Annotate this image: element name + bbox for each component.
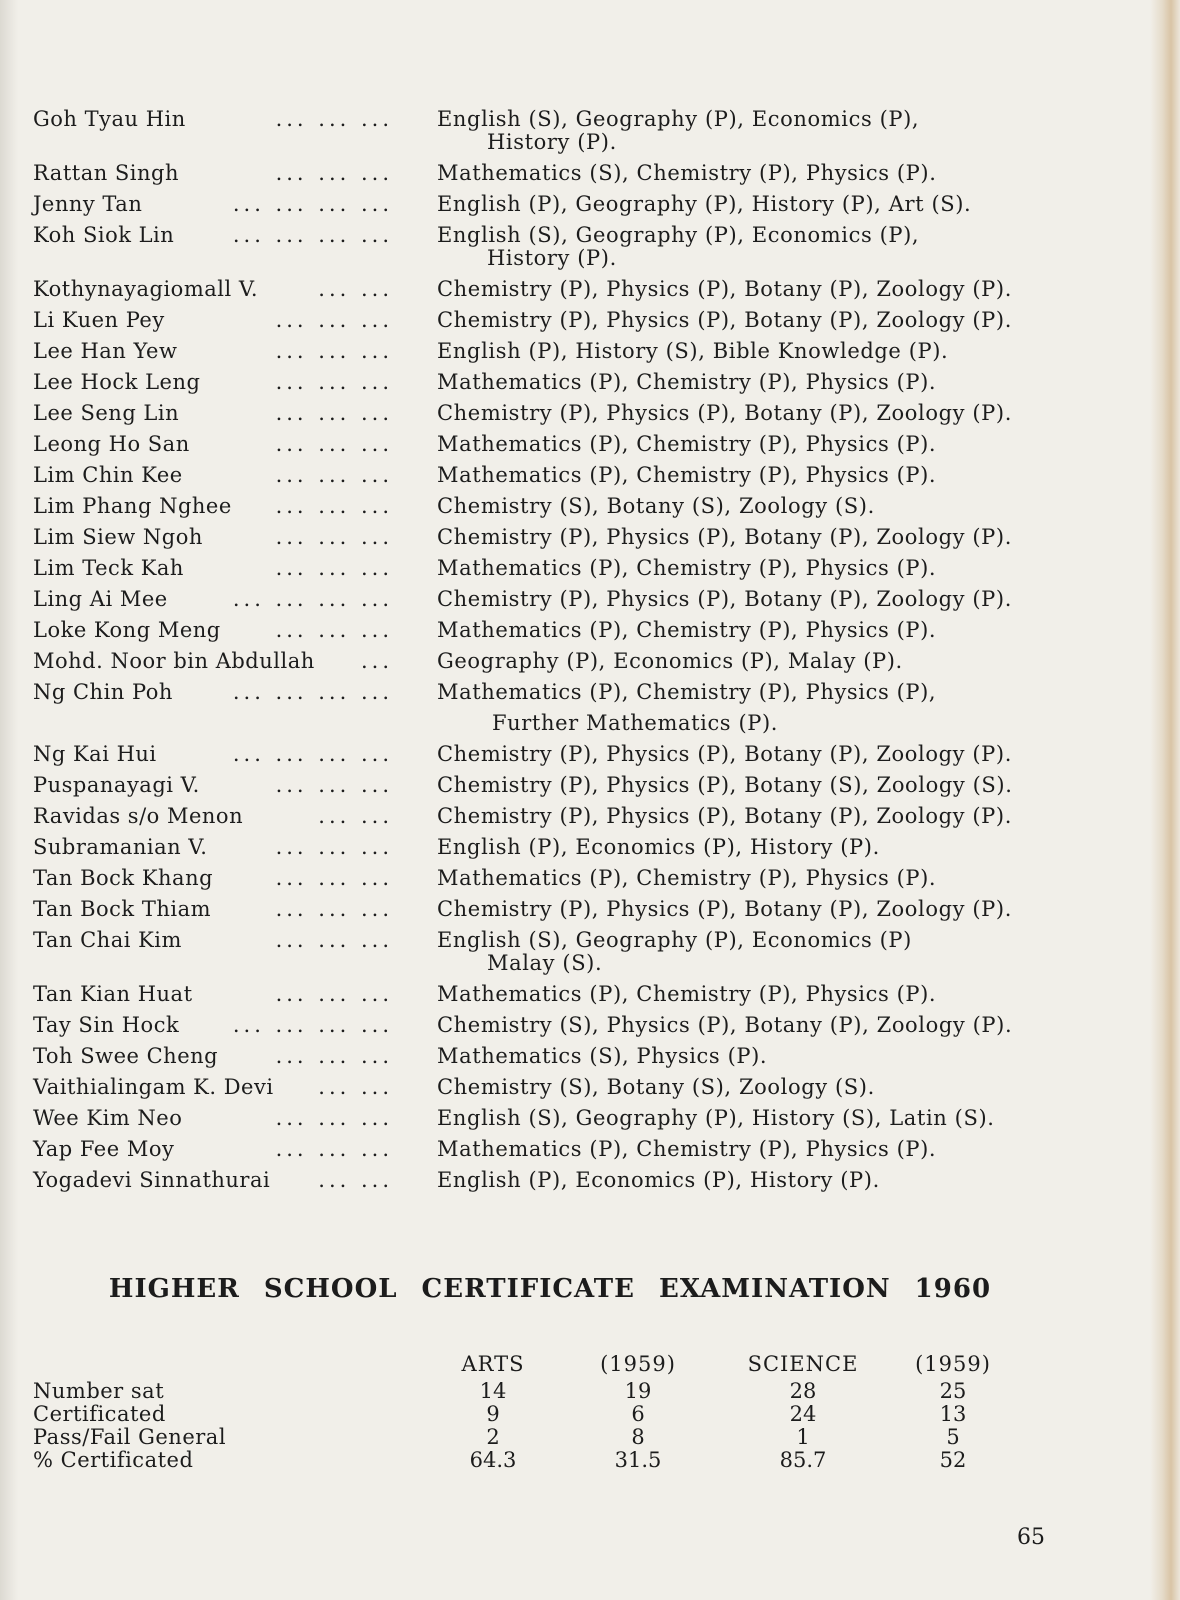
subject-line: Mathematics (P), Chemistry (P), Physics (P). [437,1137,937,1161]
student-name-cell [33,867,393,890]
student-name: Loke Kong Meng [33,618,221,642]
stats-value-science-1959: 5 [946,1425,960,1449]
leader-dots: ... ... [318,1076,393,1099]
result-row [33,371,1073,394]
subject-results [437,774,1057,797]
student-name: Tan Bock Thiam [33,897,212,921]
subject-results [437,162,1057,185]
student-name: Lim Chin Kee [33,463,183,487]
leader-dots: ... ... ... [275,867,393,890]
leader-dots: ... ... ... [275,402,393,425]
student-name: Yogadevi Sinnathurai [33,1168,271,1192]
stats-header-blank [33,1352,393,1376]
leader-dots: ... ... ... [275,774,393,797]
stats-value-arts-1959: 8 [631,1425,645,1449]
student-name: Leong Ho San [33,432,190,456]
result-row [33,929,1073,975]
page-edge [1150,0,1180,1600]
student-name-cell [33,1014,393,1037]
student-name-cell [33,371,393,394]
student-name: Koh Siok Lin [33,223,175,247]
result-row [33,495,1073,518]
student-name: Subramanian V. [33,835,208,859]
subject-line: Mathematics (P), Chemistry (P), Physics (P). [437,866,937,890]
subject-line: English (P), Geography (P), History (P), Art (S). [437,192,972,216]
subject-results [437,1107,1057,1130]
student-name-cell [33,433,393,456]
subject-results [437,464,1057,487]
subject-results [437,929,1057,975]
student-name: Lim Phang Nghee [33,494,232,518]
student-name: Wee Kim Neo [33,1106,183,1130]
student-name-cell [33,1169,393,1192]
result-row [33,278,1073,301]
leader-dots: ... ... ... [275,836,393,859]
student-name-cell [33,526,393,549]
subject-line: Mathematics (P), Chemistry (P), Physics (P). [437,463,937,487]
student-name-cell [33,588,393,611]
result-row [33,619,1073,642]
leader-dots: ... ... ... [275,983,393,1006]
page-shadow [0,0,18,1600]
result-row [33,402,1073,425]
leader-dots: ... ... [318,805,393,828]
student-name-cell [33,557,393,580]
stats-value-science: 24 [789,1402,817,1426]
stats-row [33,1380,1053,1403]
result-row [33,650,1073,673]
student-name: Tan Chai Kim [33,928,182,952]
student-name: Puspanayagi V. [33,773,200,797]
student-name: Ng Kai Hui [33,742,157,766]
subject-results [437,1014,1057,1037]
subject-line: Mathematics (P), Chemistry (P), Physics (P), [437,680,937,704]
subject-line: Chemistry (P), Physics (P), Botany (S), Zoology (S). [437,773,1013,797]
student-name: Toh Swee Cheng [33,1044,219,1068]
student-name-cell [33,836,393,859]
leader-dots: ... [360,650,393,673]
student-name-cell [33,650,393,673]
student-name: Mohd. Noor bin Abdullah [33,649,315,673]
student-name-cell [33,402,393,425]
result-row [33,836,1073,859]
subject-results [437,681,1057,735]
subject-line: Mathematics (P), Chemistry (P), Physics (P). [437,982,937,1006]
student-name-cell [33,983,393,1006]
subject-line-continued: Further Mathematics (P). [492,711,779,735]
student-name: Goh Tyau Hin [33,107,186,131]
stats-value-arts-1959: 31.5 [614,1448,662,1472]
subject-line: English (P), Economics (P), History (P). [437,835,880,859]
section-title: HIGHER SCHOOL CERTIFICATE EXAMINATION 1960 [108,1274,992,1304]
leader-dots: ... ... ... [275,371,393,394]
subject-line: Chemistry (P), Physics (P), Botany (P), Zoology (P). [437,742,1012,766]
subject-results [437,557,1057,580]
subject-results [437,619,1057,642]
subject-line: Chemistry (S), Botany (S), Zoology (S). [437,494,875,518]
student-name: Ng Chin Poh [33,680,173,704]
student-name-cell [33,193,393,216]
student-name: Lim Teck Kah [33,556,184,580]
stats-value-science: 1 [796,1425,810,1449]
result-row [33,108,1073,154]
subject-results [437,402,1057,425]
subject-line: English (S), Geography (P), Economics (P), [437,223,920,247]
result-row [33,193,1073,216]
subject-results [437,526,1057,549]
result-row [33,1107,1073,1130]
subject-results [437,1138,1057,1161]
student-name: Ling Ai Mee [33,587,168,611]
result-row [33,557,1073,580]
stats-value-arts-1959: 6 [631,1402,645,1426]
student-name-cell [33,1076,393,1099]
student-name: Kothynayagiomall V. [33,277,259,301]
result-row [33,162,1073,185]
subject-line-continued: History (P). [487,130,617,154]
stats-header-science-1959: (1959) [915,1352,991,1376]
subject-results [437,193,1057,216]
subject-results [437,278,1057,301]
student-name: Li Kuen Pey [33,308,165,332]
subject-line: Chemistry (S), Physics (P), Botany (P), Zoology (P). [437,1013,1013,1037]
subject-results [437,1169,1057,1192]
subject-line: English (S), Geography (P), History (S), Latin (S). [437,1106,995,1130]
subject-results [437,433,1057,456]
results-list [33,108,1073,1200]
subject-line: English (P), Economics (P), History (P). [437,1168,880,1192]
result-row [33,1138,1073,1161]
leader-dots: ... ... ... [275,898,393,921]
leader-dots: ... ... ... ... [232,224,393,247]
student-name-cell [33,1138,393,1161]
stats-row [33,1403,1053,1426]
leader-dots: ... ... [318,1169,393,1192]
stats-value-arts-1959: 19 [624,1379,652,1403]
page-number: 65 [1017,1525,1045,1550]
subject-results [437,650,1057,673]
subject-line: Mathematics (P), Chemistry (P), Physics (P). [437,370,937,394]
leader-dots: ... ... ... [275,1045,393,1068]
student-name-cell [33,464,393,487]
subject-line: Chemistry (P), Physics (P), Botany (P), Zoology (P). [437,525,1012,549]
leader-dots: ... ... ... [275,464,393,487]
leader-dots: ... ... ... [275,1107,393,1130]
student-name: Lee Hock Leng [33,370,201,394]
subject-line: Mathematics (S), Chemistry (P), Physics (P). [437,161,937,185]
leader-dots: ... ... ... [275,433,393,456]
subject-line: Chemistry (P), Physics (P), Botany (P), Zoology (P). [437,587,1012,611]
student-name-cell [33,108,393,131]
result-row [33,464,1073,487]
subject-line-continued: Malay (S). [487,951,603,975]
subject-results [437,224,1057,270]
subject-results [437,898,1057,921]
student-name-cell [33,224,393,247]
result-row [33,1014,1073,1037]
leader-dots: ... ... ... [275,526,393,549]
subject-line: Chemistry (P), Physics (P), Botany (P), Zoology (P). [437,804,1012,828]
result-row [33,526,1073,549]
student-name: Ravidas s/o Menon [33,804,244,828]
student-name-cell [33,1045,393,1068]
student-name-cell [33,278,393,301]
result-row [33,1045,1073,1068]
subject-results [437,371,1057,394]
student-name-cell [33,774,393,797]
subject-line: Chemistry (P), Physics (P), Botany (P), Zoology (P). [437,401,1012,425]
result-row [33,1076,1073,1099]
student-name: Tan Kian Huat [33,982,193,1006]
result-row [33,774,1073,797]
stats-value-arts: 14 [479,1379,507,1403]
subject-results [437,309,1057,332]
student-name: Yap Fee Moy [33,1137,175,1161]
result-row [33,983,1073,1006]
stats-row-label: % Certificated [33,1448,194,1472]
subject-line: Mathematics (P), Chemistry (P), Physics (P). [437,618,937,642]
stats-row [33,1449,1053,1472]
leader-dots: ... ... ... ... [232,743,393,766]
student-name: Tan Bock Khang [33,866,214,890]
subject-results [437,108,1057,154]
subject-line: Chemistry (P), Physics (P), Botany (P), Zoology (P). [437,277,1012,301]
student-name-cell [33,340,393,363]
leader-dots: ... ... ... [275,1138,393,1161]
student-name-cell [33,619,393,642]
subject-results [437,805,1057,828]
stats-table [33,1352,1053,1472]
result-row [33,743,1073,766]
stats-value-science: 28 [789,1379,817,1403]
subject-results [437,588,1057,611]
student-name-cell [33,805,393,828]
subject-line: English (S), Geography (P), Economics (P), [437,107,920,131]
stats-value-science: 85.7 [779,1448,827,1472]
result-row [33,588,1073,611]
stats-value-science-1959: 25 [939,1379,967,1403]
subject-line: Geography (P), Economics (P), Malay (P). [437,649,903,673]
student-name-cell [33,495,393,518]
stats-header-arts: ARTS [461,1352,525,1376]
stats-header-arts-1959: (1959) [600,1352,676,1376]
result-row [33,433,1073,456]
leader-dots: ... ... ... ... [232,1014,393,1037]
subject-results [437,836,1057,859]
leader-dots: ... ... ... [275,108,393,131]
stats-header-science: SCIENCE [747,1352,859,1376]
student-name: Tay Sin Hock [33,1013,180,1037]
student-name: Vaithialingam K. Devi [33,1075,274,1099]
leader-dots: ... ... ... [275,929,393,952]
leader-dots: ... ... ... [275,619,393,642]
stats-value-arts: 2 [486,1425,500,1449]
student-name-cell [33,898,393,921]
student-name-cell [33,681,393,704]
subject-results [437,983,1057,1006]
leader-dots: ... ... [318,278,393,301]
subject-line: English (P), History (S), Bible Knowledge (P). [437,339,949,363]
student-name: Rattan Singh [33,161,180,185]
stats-header-row [33,1352,1053,1376]
result-row [33,681,1073,735]
leader-dots: ... ... ... ... [232,588,393,611]
stats-value-arts: 64.3 [469,1448,517,1472]
subject-line: Mathematics (P), Chemistry (P), Physics (P). [437,432,937,456]
result-row [33,340,1073,363]
leader-dots: ... ... ... [275,495,393,518]
student-name-cell [33,1107,393,1130]
student-name-cell [33,743,393,766]
leader-dots: ... ... ... ... [232,681,393,704]
subject-line: Chemistry (P), Physics (P), Botany (P), Zoology (P). [437,308,1012,332]
student-name-cell [33,929,393,952]
stats-value-science-1959: 52 [939,1448,967,1472]
leader-dots: ... ... ... [275,557,393,580]
student-name: Jenny Tan [33,192,143,216]
leader-dots: ... ... ... [275,309,393,332]
stats-value-arts: 9 [486,1402,500,1426]
subject-line: English (S), Geography (P), Economics (P) [437,928,912,952]
student-name-cell [33,309,393,332]
result-row [33,309,1073,332]
stats-value-science-1959: 13 [939,1402,967,1426]
student-name: Lim Siew Ngoh [33,525,203,549]
subject-results [437,340,1057,363]
result-row [33,867,1073,890]
student-name: Lee Seng Lin [33,401,180,425]
subject-line: Chemistry (S), Botany (S), Zoology (S). [437,1075,875,1099]
stats-row [33,1426,1053,1449]
result-row [33,224,1073,270]
subject-results [437,1076,1057,1099]
leader-dots: ... ... ... [275,340,393,363]
leader-dots: ... ... ... [275,162,393,185]
result-row [33,805,1073,828]
subject-line: Mathematics (P), Chemistry (P), Physics (P). [437,556,937,580]
result-row [33,898,1073,921]
student-name-cell [33,162,393,185]
student-name: Lee Han Yew [33,339,178,363]
stats-body [33,1380,1053,1472]
stats-row-label: Certificated [33,1402,166,1426]
subject-results [437,867,1057,890]
subject-line: Mathematics (S), Physics (P). [437,1044,768,1068]
subject-results [437,1045,1057,1068]
subject-results [437,743,1057,766]
result-row [33,1169,1073,1192]
subject-results [437,495,1057,518]
subject-line-continued: History (P). [487,246,617,270]
stats-row-label: Pass/Fail General [33,1425,227,1449]
stats-row-label: Number sat [33,1379,165,1403]
leader-dots: ... ... ... ... [232,193,393,216]
subject-line: Chemistry (P), Physics (P), Botany (P), Zoology (P). [437,897,1012,921]
